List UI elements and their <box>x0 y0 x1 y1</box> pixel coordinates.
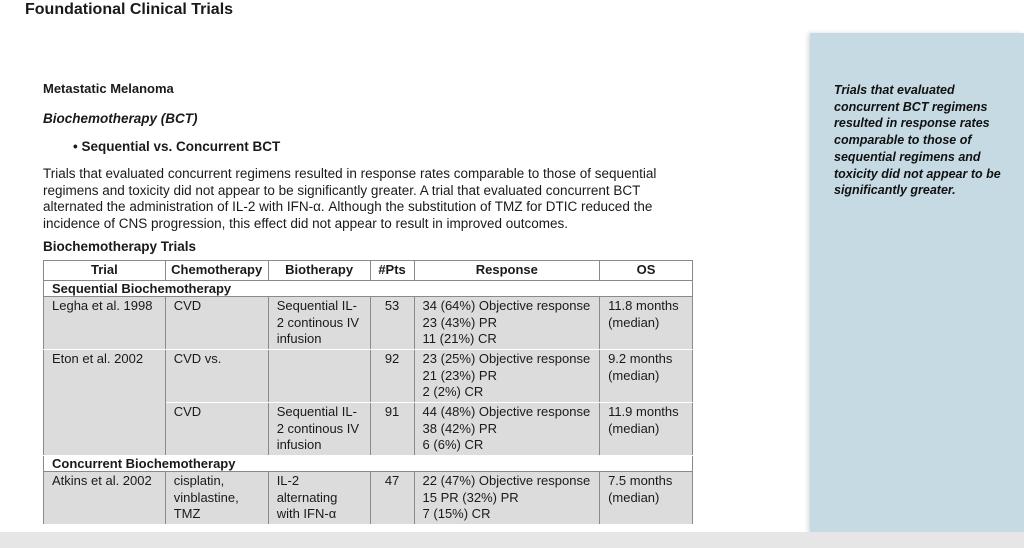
response-pr: 15 PR (32%) PR <box>422 489 519 505</box>
cell-response <box>414 472 600 525</box>
table-title: Biochemotherapy Trials <box>43 239 197 254</box>
table-row <box>44 350 693 403</box>
bullet-text: Sequential vs. Concurrent BCT <box>81 139 281 154</box>
cell-response <box>414 403 600 456</box>
header-os: OS <box>600 261 693 281</box>
response-objective: 23 (25%) Objective response <box>422 351 591 366</box>
cell-chemo: CVD <box>165 297 268 350</box>
response-pr: 23 (43%) PR <box>422 314 497 330</box>
table-header-row <box>44 261 693 281</box>
response-cr: 6 (6%) CR <box>422 437 484 452</box>
response-pr: 21 (23%) PR <box>422 367 497 383</box>
cell-chemo: CVD vs. <box>165 350 268 403</box>
table-row <box>44 297 693 350</box>
cell-pts: 53 <box>370 297 414 350</box>
trials-table <box>43 260 693 525</box>
cell-trial: Eton et al. 2002 <box>44 350 166 456</box>
cell-os: 11.8 months (median) <box>600 297 693 350</box>
response-objective: 44 (48%) Objective response <box>422 404 591 419</box>
subsection-heading: Biochemotherapy (BCT) <box>43 111 198 126</box>
response-pr: 38 (42%) PR <box>422 420 497 436</box>
cell-response <box>414 350 600 403</box>
body-paragraph: Trials that evaluated concurrent regimens resulted in response rates comparable to those of sequential regimens and toxicity did not appear to be significantly greater. A trial that evaluated concurrent BCT alternated the administration of IL-2 with IFN-α. Although the substitution of TMZ for DTIC reduced the incidence of CNS progression, this effect did not appear to result in improved outcomes. <box>43 166 657 231</box>
cell-pts: 47 <box>370 472 414 525</box>
group-row-concurrent <box>44 456 693 472</box>
cell-chemo: CVD <box>165 403 268 456</box>
section-heading: Metastatic Melanoma <box>43 81 174 96</box>
response-objective: 22 (47%) Objective response <box>422 473 591 488</box>
response-cr: 2 (2%) CR <box>422 384 484 399</box>
header-chemotherapy: Chemotherapy <box>165 261 268 281</box>
cell-bio: Sequential IL-2 continous IV infusion <box>268 297 370 350</box>
cell-os: 9.2 months (median) <box>600 350 693 403</box>
page-title: Foundational Clinical Trials <box>25 1 234 18</box>
header-response: Response <box>414 261 600 281</box>
cell-bio: IL-2 alternating with IFN-α <box>268 472 370 525</box>
cell-response <box>414 297 600 350</box>
group-row-sequential <box>44 281 693 297</box>
cell-os: 7.5 months (median) <box>600 472 693 525</box>
table-row <box>44 472 693 525</box>
response-objective: 34 (64%) Objective response <box>422 298 591 313</box>
cell-trial: Atkins et al. 2002 <box>44 472 166 525</box>
response-cr: 11 (21%) CR <box>422 331 497 346</box>
cell-pts: 92 <box>370 350 414 403</box>
sidebar-note: Trials that evaluated concurrent BCT regimens resulted in response rates comparable to those of sequential regimens and toxicity did not appear to be significantly greater. <box>834 83 1001 198</box>
cell-os: 11.9 months (median) <box>600 403 693 456</box>
group-label-concurrent: Concurrent Biochemotherapy <box>44 456 693 472</box>
group-label-sequential: Sequential Biochemotherapy <box>44 281 693 297</box>
cell-trial: Legha et al. 1998 <box>44 297 166 350</box>
sidebar-panel <box>810 33 1024 533</box>
cell-pts: 91 <box>370 403 414 456</box>
header-pts: #Pts <box>370 261 414 281</box>
bottom-bar <box>0 532 1024 548</box>
header-trial: Trial <box>44 261 166 281</box>
header-biotherapy: Biotherapy <box>268 261 370 281</box>
bullet-heading: • Sequential vs. Concurrent BCT <box>73 139 281 154</box>
cell-bio <box>268 350 370 403</box>
cell-chemo: cisplatin, vinblastine, TMZ <box>165 472 268 525</box>
response-cr: 7 (15%) CR <box>422 506 491 521</box>
cell-bio: Sequential IL-2 continous IV infusion <box>268 403 370 456</box>
